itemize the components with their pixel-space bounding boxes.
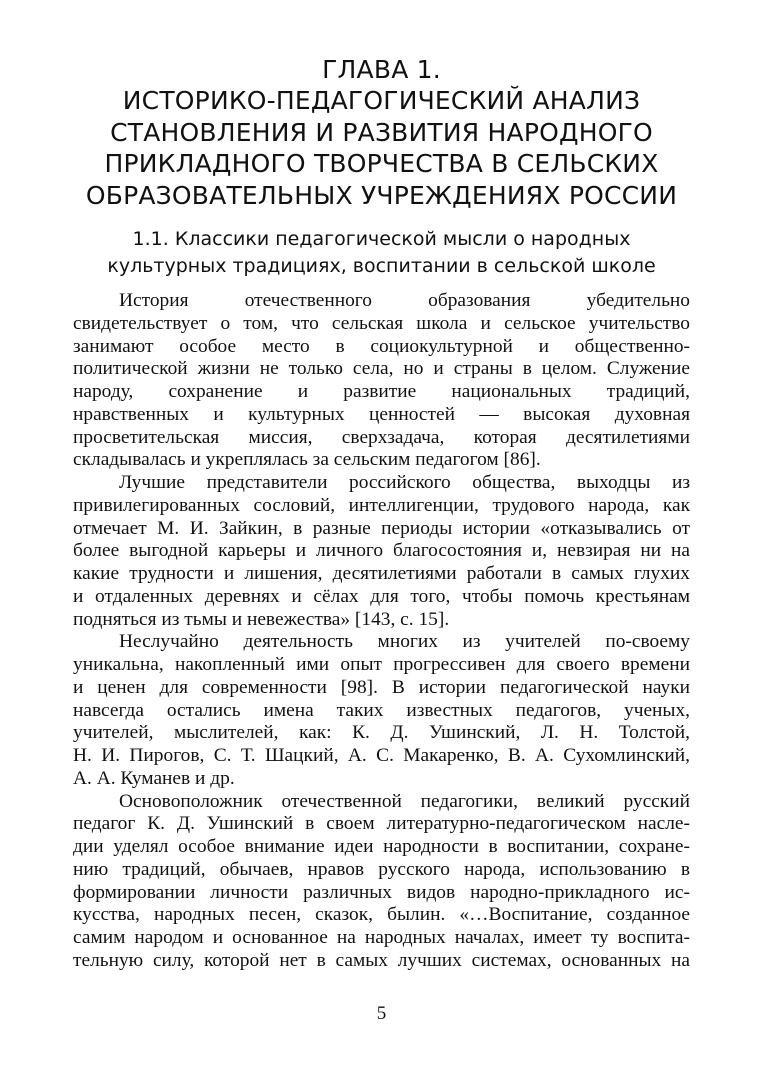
paragraph-line: какие трудности и лишения, десятилетиями работали в самых глухих bbox=[73, 563, 690, 584]
paragraph-line: народу, сохранение и развитие национальных традиций, bbox=[73, 381, 690, 402]
chapter-title-line: ПРИКЛАДНОГО ТВОРЧЕСТВА В СЕЛЬСКИХ bbox=[104, 149, 659, 179]
paragraph-line: История отечественного образования убедительно bbox=[119, 290, 690, 311]
paragraph-line: А. А. Куманев и др. bbox=[73, 767, 235, 789]
chapter-title-line: ОБРАЗОВАТЕЛЬНЫХ УЧРЕЖДЕНИЯХ РОССИИ bbox=[85, 180, 678, 210]
paragraph-line: привилегированных сословий, интеллигенции, трудового народа, как bbox=[73, 494, 690, 516]
paragraph-line: свидетельствует о том, что сельская школа и сельское учительство bbox=[73, 312, 690, 334]
section-title-line: культурных традициях, воспитании в сельской школе bbox=[107, 255, 656, 277]
paragraph-line: кусства, народных песен, сказок, былин. «…Воспитание, созданное bbox=[73, 904, 690, 926]
chapter-title-line: ГЛАВА 1. bbox=[322, 55, 441, 84]
paragraph-line: самим народом и основанное на народных началах, имеет ту воспита- bbox=[73, 927, 690, 948]
section-title-line: 1.1. Классики педагогической мысли о народных bbox=[132, 228, 631, 250]
paragraph-line: более выгодной карьеры и личного благосостояния и, невзирая ни на bbox=[73, 540, 690, 562]
paragraph-line: Основоположник отечественной педагогики, великий русский bbox=[119, 790, 690, 812]
chapter-title bbox=[60, 54, 703, 211]
paragraph-line: уникальна, накопленный ими опыт прогрессивен для своего времени bbox=[73, 654, 690, 675]
paragraph-line: подняться из тьмы и невежества» [143, с. 15]. bbox=[73, 608, 450, 630]
section-title bbox=[60, 226, 703, 280]
chapter-title-line: ИСТОРИКО-ПЕДАГОГИЧЕСКИЙ АНАЛИЗ bbox=[122, 86, 641, 116]
paragraph-line: Н. И. Пирогов, С. Т. Шацкий, А. С. Макаренко, В. А. Сухомлинский, bbox=[73, 745, 690, 766]
paragraph-line: дии уделял особое внимание идеи народности в воспитании, сохране- bbox=[73, 836, 690, 857]
paragraph-line: нравственных и культурных ценностей — высокая духовная bbox=[73, 403, 690, 425]
paragraph-line: и отдаленных деревнях и сёлах для того, чтобы помочь крестьянам bbox=[73, 585, 690, 607]
paragraph-line: политической жизни не только села, но и страны в целом. Служение bbox=[73, 358, 690, 380]
paragraph-line: нию традиций, обычаев, нравов русского народа, использованию в bbox=[73, 858, 690, 880]
body-text bbox=[73, 290, 690, 973]
chapter-title-line: СТАНОВЛЕНИЯ И РАЗВИТИЯ НАРОДНОГО bbox=[110, 117, 653, 147]
paragraph-line: занимают особое место в социокультурной и общественно- bbox=[73, 335, 690, 357]
paragraph-line: и ценен для современности [98]. В истории педагогической науки bbox=[73, 676, 690, 698]
paragraph-line: складывалась и укреплялась за сельским педагогом [86]. bbox=[73, 449, 541, 471]
paragraph-line: Неслучайно деятельность многих из учителей по-своему bbox=[119, 631, 690, 653]
page-number: 5 bbox=[376, 1003, 387, 1024]
paragraph-line: просветительская миссия, сверхзадача, которая десятилетиями bbox=[73, 426, 690, 448]
paragraph-line: педагог К. Д. Ушинский в своем литературно-педагогическом насле- bbox=[73, 813, 690, 835]
paragraph-line: формировании личности различных видов народно-прикладного ис- bbox=[73, 881, 690, 903]
paragraph-line: навсегда остались имена таких известных педагогов, ученых, bbox=[73, 699, 690, 721]
paragraph-line: учителей, мыслителей, как: К. Д. Ушинский, Л. Н. Толстой, bbox=[73, 722, 690, 744]
paragraph-line: тельную силу, которой нет в самых лучших системах, основанных на bbox=[73, 949, 690, 971]
paragraph-line: Лучшие представители российского общества, выходцы из bbox=[119, 472, 690, 493]
paragraph-line: отмечает М. И. Зайкин, в разные периоды истории «отказывались от bbox=[73, 517, 690, 539]
